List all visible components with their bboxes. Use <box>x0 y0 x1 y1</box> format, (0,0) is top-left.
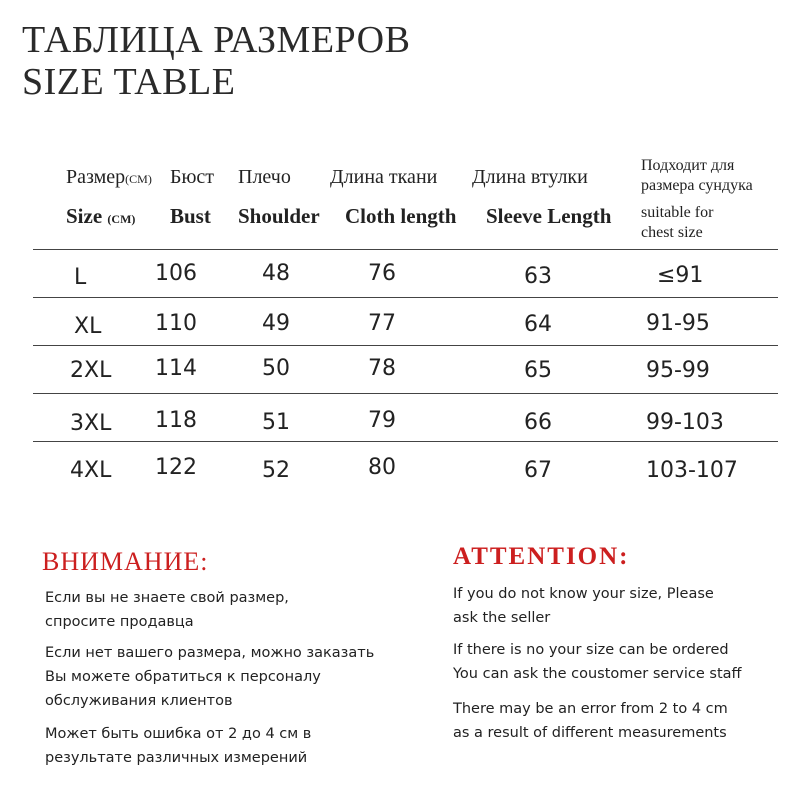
cell-cloth-length: 76 <box>368 261 396 286</box>
header-bust-en: Bust <box>170 204 211 228</box>
table-rule <box>33 441 778 442</box>
cell-shoulder: 48 <box>262 261 290 286</box>
cell-cloth-length: 80 <box>368 455 396 480</box>
header-size-ru-label: Размер <box>66 166 126 188</box>
header-shoulder-ru: Плечо <box>238 166 291 188</box>
attention-ru-line: Если вы не знаете свой размер, <box>45 590 289 606</box>
header-size-en-unit: (CM) <box>107 212 136 226</box>
header-chest-ru-line2: размера сундука <box>641 177 753 194</box>
cell-bust: 118 <box>155 408 197 433</box>
cell-shoulder: 52 <box>262 458 290 483</box>
header-size-en <box>66 204 135 229</box>
cell-size: L <box>74 265 87 290</box>
cell-shoulder: 49 <box>262 311 290 336</box>
attention-en-line: If there is no your size can be ordered <box>453 642 729 658</box>
table-rule <box>33 393 778 394</box>
table-rule <box>33 249 778 250</box>
attention-ru-line: Может быть ошибка от 2 до 4 см в <box>45 726 312 742</box>
cell-size: 3XL <box>70 411 112 436</box>
header-chest-en-line1: suitable for <box>641 204 714 221</box>
cell-bust: 106 <box>155 261 197 286</box>
attention-heading-ru: ВНИМАНИЕ: <box>42 547 209 576</box>
cell-chest: 91-95 <box>646 311 710 336</box>
header-cloth-length-en: Cloth length <box>345 204 457 228</box>
attention-ru-line: результате различных измерений <box>45 750 308 766</box>
cell-sleeve-length: 63 <box>524 264 552 289</box>
cell-cloth-length: 78 <box>368 356 396 381</box>
table-rule <box>33 297 778 298</box>
cell-chest: 99-103 <box>646 410 724 435</box>
cell-size: XL <box>74 314 102 339</box>
cell-sleeve-length: 67 <box>524 458 552 483</box>
cell-cloth-length: 79 <box>368 408 396 433</box>
header-sleeve-length-ru: Длина втулки <box>472 166 588 188</box>
cell-cloth-length: 77 <box>368 311 396 336</box>
cell-bust: 114 <box>155 356 197 381</box>
cell-shoulder: 50 <box>262 356 290 381</box>
cell-sleeve-length: 66 <box>524 410 552 435</box>
header-chest-en-line2: chest size <box>641 224 703 241</box>
cell-bust: 122 <box>155 455 197 480</box>
header-sleeve-length-en: Sleeve Length <box>486 204 612 228</box>
attention-en-line: You can ask the coustomer service staff <box>453 666 742 682</box>
header-size-ru-unit: (CM) <box>125 172 152 186</box>
cell-sleeve-length: 65 <box>524 358 552 383</box>
attention-en-line: as a result of different measurements <box>453 725 727 741</box>
cell-shoulder: 51 <box>262 410 290 435</box>
attention-ru-line: Если нет вашего размера, можно заказать <box>45 645 375 661</box>
table-rule <box>33 345 778 346</box>
cell-chest: 103-107 <box>646 458 738 483</box>
attention-en-line: There may be an error from 2 to 4 cm <box>453 701 728 717</box>
attention-heading-en: ATTENTION: <box>453 543 630 570</box>
cell-chest: 95-99 <box>646 358 710 383</box>
attention-en-line: ask the seller <box>453 610 551 626</box>
header-size-en-label: Size <box>66 204 103 228</box>
header-bust-ru: Бюст <box>170 166 215 188</box>
attention-ru-line: Вы можете обратиться к персоналу <box>45 669 321 685</box>
cell-size: 4XL <box>70 458 112 483</box>
header-cloth-length-ru: Длина ткани <box>330 166 438 188</box>
cell-bust: 110 <box>155 311 197 336</box>
header-chest-ru-line1: Подходит для <box>641 157 735 174</box>
header-shoulder-en: Shoulder <box>238 204 320 228</box>
cell-chest: ≤91 <box>657 263 704 288</box>
attention-en-line: If you do not know your size, Please <box>453 586 714 602</box>
cell-sleeve-length: 64 <box>524 312 552 337</box>
page-title-ru: ТАБЛИЦА РАЗМЕРОВ <box>22 19 411 61</box>
attention-ru-line: обслуживания клиентов <box>45 693 233 709</box>
attention-ru-line: спросите продавца <box>45 614 194 630</box>
page-title-en: SIZE TABLE <box>22 61 236 103</box>
cell-size: 2XL <box>70 358 112 383</box>
header-size-ru <box>66 166 152 189</box>
